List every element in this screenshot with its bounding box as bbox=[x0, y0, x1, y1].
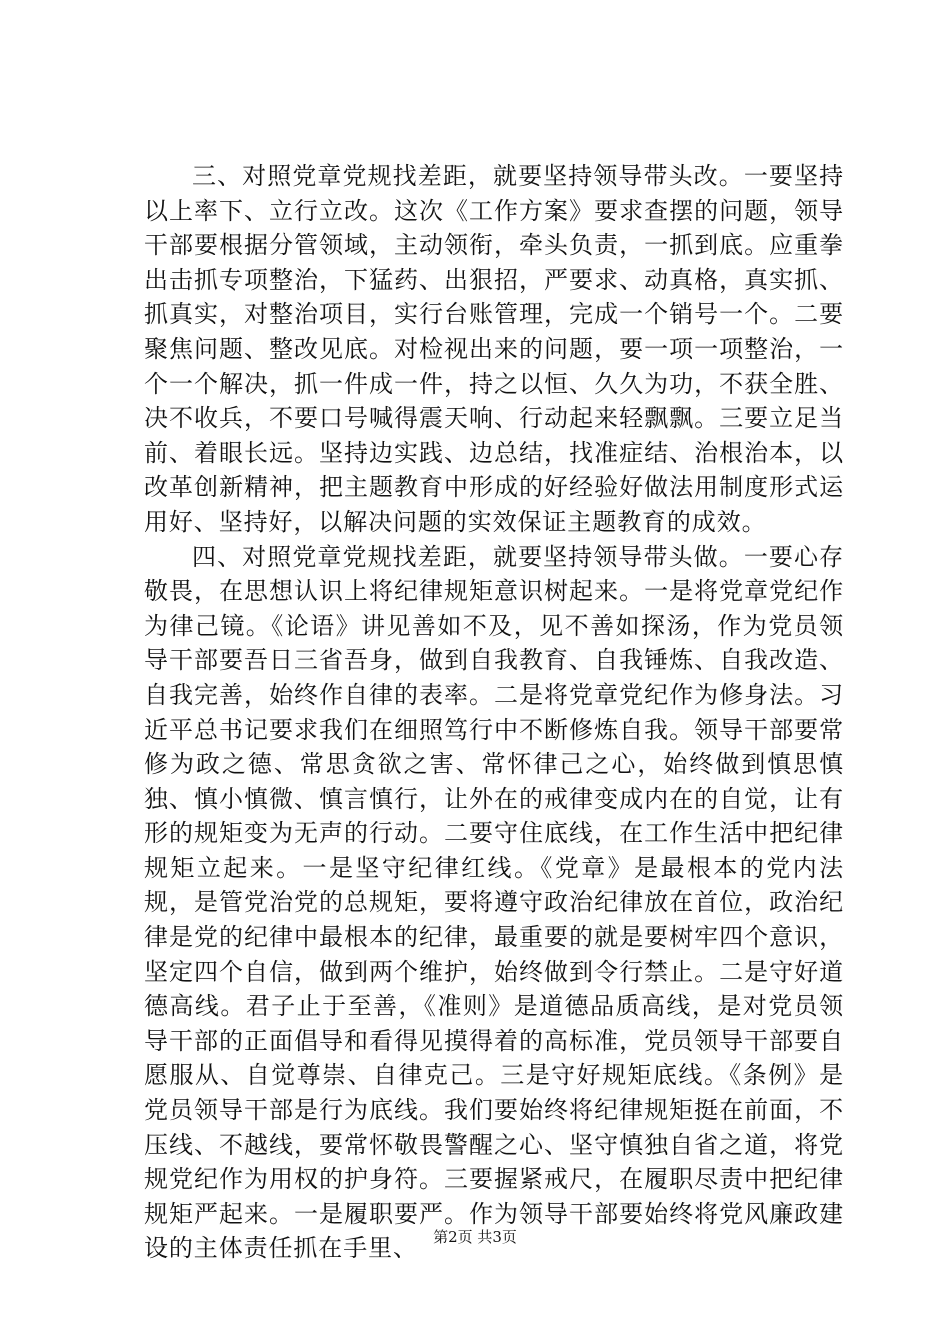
paragraph-four: 四、对照党章党规找差距，就要坚持领导带头做。一要心存敬畏，在思想认识上将纪律规矩意识树起来。一是将党章党纪作为律己镜。《论语》讲见善如不及，见不善如探汤，作为党员领导干部要吾日三省吾身，做到自我教育、自我锤炼、自我改造、自我完善，始终作自律的表率。二是将党章党纪作为修身法。习近平总书记要求我们在细照笃行中不断修炼自我。领导干部要常修为政之德、常思贪欲之害、常怀律己之心，始终做到慎思慎独、慎小慎微、慎言慎行，让外在的戒律变成内在的自觉，让有形的规矩变为无声的行动。二要守住底线，在工作生活中把纪律规矩立起来。一是坚守纪律红线。《党章》是最根本的党内法规，是管党治党的总规矩，要将遵守政治纪律放在首位，政治纪律是党的纪律中最根本的纪律，最重要的就是要树牢四个意识，坚定四个自信，做到两个维护，始终做到令行禁止。二是守好道德高线。君子止于至善，《准则》是道德品质高线，是对党员领导干部的正面倡导和看得见摸得着的高标准，党员领导干部要自愿服从、自觉尊崇、自律克己。三是守好规矩底线。《条例》是党员领导干部是行为底线。我们要始终将纪律规矩挺在前面，不压线、不越线，要常怀敬畏警醒之心、坚守慎独自省之道，将党规党纪作为用权的护身符。三要握紧戒尺，在履职尽责中把纪律规矩严起来。一是履职要严。作为领导干部要始终将党风廉政建设的主体责任抓在手里、 bbox=[144, 542, 844, 1263]
document-body bbox=[144, 159, 844, 1266]
paragraph-three: 三、对照党章党规找差距，就要坚持领导带头改。一要坚持以上率下、立行立改。这次《工作方案》要求查摆的问题，领导干部要根据分管领域，主动领衔，牵头负责，一抓到底。应重拳出击抓专项整治，下猛药、出狠招，严要求、动真格，真实抓、抓真实，对整治项目，实行台账管理，完成一个销号一个。二要聚焦问题、整改见底。对检视出来的问题，要一项一项整治，一个一个解决，抓一件成一件，持之以恒、久久为功，不获全胜、决不收兵，不要口号喊得震天响、行动起来轻飘飘。三要立足当前、着眼长远。坚持边实践、边总结，找准症结、治根治本，以改革创新精神，把主题教育中形成的好经验好做法用制度形式运用好、坚持好，以解决问题的实效保证主题教育的成效。 bbox=[144, 162, 844, 536]
page-footer bbox=[0, 1227, 950, 1247]
page-number-label: 第2页 共3页 bbox=[433, 1228, 517, 1246]
